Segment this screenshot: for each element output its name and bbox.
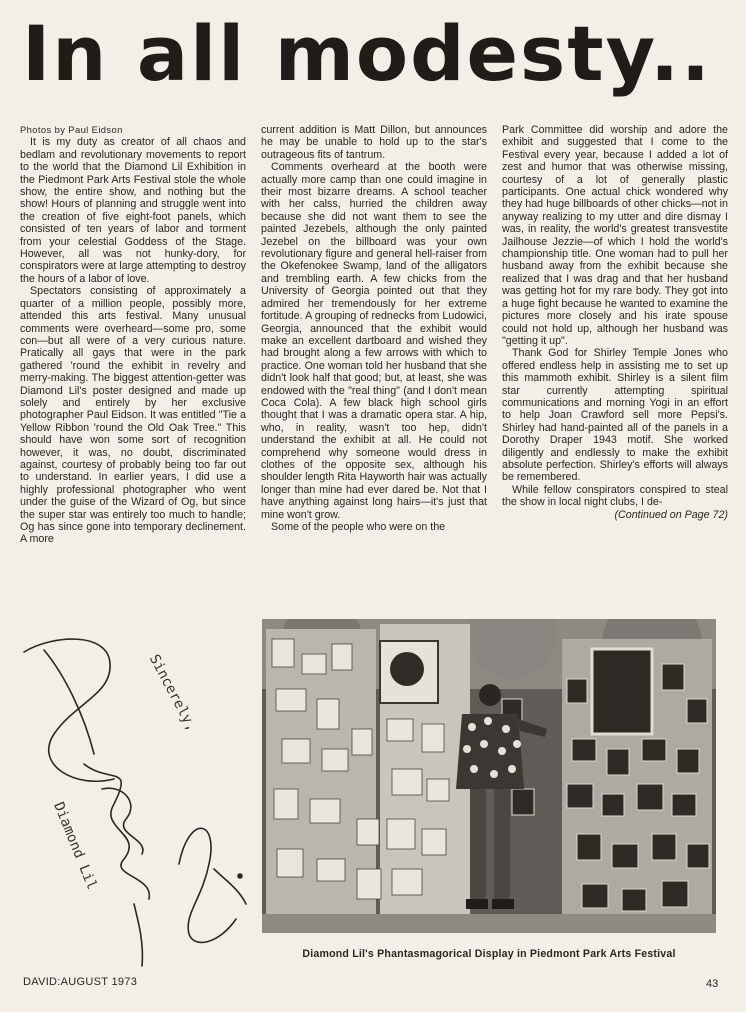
issue-footer: DAVID:AUGUST 1973 <box>23 976 138 988</box>
paragraph: Thank God for Shirley Temple Jones who offered endless help in assisting me to set up this mammoth exhibit. Shirley is a silent film star currently attempting spiritual communications and morning Yogi in an effort to help Joan Crawford sell more Pepsi's. Shirley had hand-painted all of the panels in a Dorothy Draper 1943 motif. She worked diligently and endlessly to make the exhibit absolute perfection. Shirley's efforts will always be remembered. <box>502 347 728 484</box>
exhibit-photo <box>262 619 716 933</box>
article-column-2 <box>261 124 487 611</box>
headline: In all modesty.. <box>22 9 712 98</box>
handwritten-signature <box>14 614 254 974</box>
page-number: 43 <box>706 978 719 990</box>
paragraph: Park Committee did worship and adore the exhibit and suggested that I come to the Festival every year, because I added a lot of zest and humor that was otherwise missing, courtesy of a lot of generally plastic participants. One actual chick wondered why they had huge billboards of other chicks—not in anyway realizing to my utter and dire dismay I was, in reality, the world's greatest transvestite Jailhouse Jezzie—of which I hold the world's championship title. One woman had to pull her husband away from the exhibit because she realized that I was drag and that her husband was getting hot for my rare body. They got into a huge fight because he wanted to examine the pictures more closely and his irate spouse could not hold up, although her husband was "getting it up". <box>502 124 728 347</box>
photo-caption: Diamond Lil's Phantasmagorical Display in Piedmont Park Arts Festival <box>302 948 676 960</box>
continued-note: (Continued on Page 72) <box>614 508 728 521</box>
paragraph: While fellow conspirators conspired to steal the show in local night clubs, I de- <box>502 483 728 509</box>
photo-credit: Photos by Paul Eidson <box>20 124 123 135</box>
article-column-1 <box>20 124 246 611</box>
signature-printed-name: Diamond Lil <box>50 800 100 892</box>
paragraph: Comments overheard at the booth were actually more camp than one could imagine in their most bizarre dreams. A school teacher with her calss, hurried the children away because she did not want them to see the painted Jezebels, although the only painted Jezebel on the billboard was your own revolutionary figure and general hell-raiser from the Okefenokee Swamp, land of the alligators and trembling earth. A few chicks from the University of Georgia pointed out that they admired her tremendously for her extreme fortitude. A grouping of rednecks from Ludowici, Georgia, announced that the exhibit would make an excellent dartboard and wished they had brought along a few arrows with which to practice. One woman told her husband that she didn't look half that good; but, at least, she was endowed with the "real thing" (and I don't mean Coca Cola). A few black high school girls thought that I was a dramatic opera star. A hip, who, in reality, wasn't too hep, didn't understand the exhibit at all. He could not comprehend why someone would dress in clothes of the opposite sex, although his shoulder length Rita Hayworth hair was actually longer than mine had ever dared be. Not that I have anything against long hairs—it's just that mine won't grow. <box>261 161 487 521</box>
signature-closing: Sincerely, <box>145 652 200 734</box>
paragraph: Spectators consisting of approximately a quarter of a million people, possibly more, attended this arts festival. Many unusual comments were overheard—some pro, some con—but all were of a very curious nature. Pratically all gays that were in the park gathered 'round the exhibit in revelry and merry-making. The biggest attention-getter was Diamond Lil's poster designed and made up solely and entirely by her exclusive photographer Paul Eidson. It was entitled "Tie a Yellow Ribbon 'round the Old Oak Tree." This should have won some sort of recognition however, it was, no doubt, discriminated against, courtesy of probably being too far out to understand. In earlier years, I did use a highly professional photographer who went under the guise of the Wizard of Og, but since the super star was entirely too much to handle; Og has since gone into temporary declinement. A more <box>20 285 246 546</box>
paragraph: It is my duty as creator of all chaos and bedlam and revolutionary movements to report to the world that the Diamond Lil Exhibition in the Piedmont Park Arts Festival stole the whole show, the entire show, and nothing but the show! Hours of planning and struggle went into the creation of five eight-foot panels, which consisted of ten years of labor and torment from your celestial Goddess of the Stage. However, all was not hunky-dory, for conspirators were at large attempting to destroy the hours of a labor of love. <box>20 136 246 285</box>
paragraph: Some of the people who were on the <box>271 521 446 533</box>
paragraph: current addition is Matt Dillon, but announces he may be unable to hold up to the star's outrageous fits of tantrum. <box>261 124 487 161</box>
article-column-3 <box>502 124 728 611</box>
